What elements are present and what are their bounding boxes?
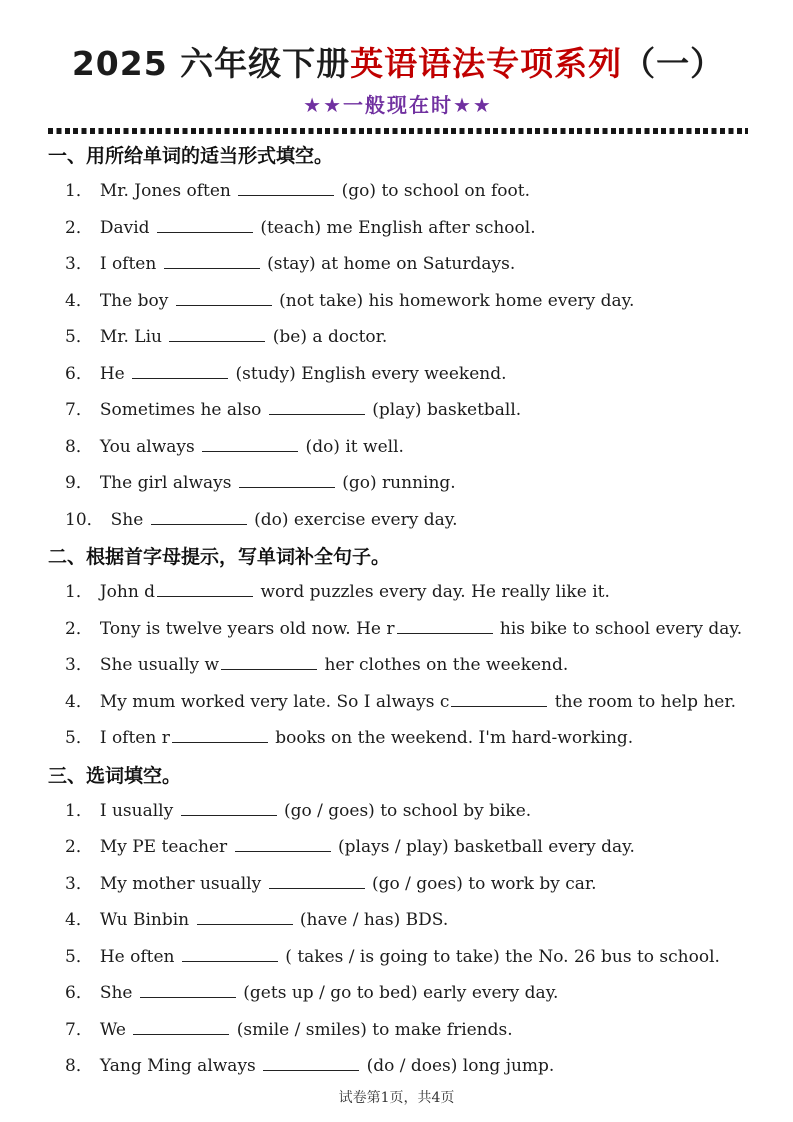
answer-blank (169, 326, 265, 342)
question-item: 2． Tony is twelve years old now. He r his bike to school every day. (65, 618, 743, 639)
item-number: 1． (65, 800, 93, 821)
answer-blank (397, 618, 493, 634)
item-number: 4． (65, 910, 93, 930)
answer-blank (238, 180, 334, 196)
page-title (48, 44, 748, 84)
worksheet-body (48, 144, 748, 1078)
answer-blank (197, 909, 293, 925)
answer-blank (269, 873, 365, 889)
section-heading: 三、选词填空。 (48, 764, 182, 787)
answer-blank (151, 509, 247, 525)
title-highlight: 英语语法专项系列 (350, 44, 623, 83)
answer-blank (269, 399, 365, 415)
section-heading: 二、根据首字母提示，写单词补全句子。 (48, 546, 391, 568)
dotted-divider (48, 128, 748, 134)
answer-blank (239, 472, 335, 488)
answer-blank (132, 363, 228, 379)
section-heading: 一、用所给单词的适当形式填空。 (48, 145, 334, 167)
item-number: 6． (65, 363, 93, 384)
answer-blank (181, 800, 277, 816)
answer-blank (172, 727, 268, 743)
item-number: 4． (65, 290, 93, 311)
answer-blank (182, 946, 278, 962)
item-number: 1． (65, 582, 93, 602)
question-item: 8． Yang Ming always (do / does) long jump. (65, 1056, 555, 1076)
worksheet-subtitle: ★★一般现在时★★ (303, 93, 493, 117)
item-number: 3． (65, 254, 93, 274)
question-item: 6． He (study) English every weekend. (65, 363, 507, 384)
item-number: 6． (65, 983, 93, 1003)
item-number: 2． (65, 217, 93, 238)
answer-blank (176, 290, 272, 306)
question-item: 2． David (teach) me English after school. (65, 217, 536, 238)
item-number: 7． (65, 1019, 93, 1040)
answer-blank (202, 436, 298, 452)
question-item: 3． She usually w her clothes on the weekend. (65, 655, 569, 675)
answer-blank (221, 654, 317, 670)
item-number: 8． (65, 1056, 93, 1076)
question-item: 6． She (gets up / go to bed) early every day. (65, 983, 559, 1003)
item-number: 3． (65, 655, 93, 675)
answer-blank (164, 253, 260, 269)
question-item: 4． Wu Binbin (have / has) BDS. (65, 910, 449, 930)
question-item: 5． He often ( takes / is going to take) the No. 26 bus to school. (65, 946, 720, 967)
question-item: 1． Mr. Jones often (go) to school on foot. (65, 181, 531, 201)
item-number: 5． (65, 946, 93, 967)
item-number: 5． (65, 327, 93, 347)
question-item: 2． My PE teacher (plays / play) basketball every day. (65, 837, 635, 857)
page-footer: 试卷第1页，共4页 (338, 1090, 455, 1106)
question-item: 5． Mr. Liu (be) a doctor. (65, 327, 388, 347)
answer-blank (451, 691, 547, 707)
title-suffix: （一） (622, 44, 725, 83)
answer-blank (157, 581, 253, 597)
item-number: 9． (65, 473, 93, 493)
question-item: 1． I usually (go / goes) to school by bike. (65, 800, 532, 821)
question-item: 10． She (do) exercise every day. (65, 509, 458, 530)
question-item: 3． I often (stay) at home on Saturdays. (65, 254, 516, 274)
question-item: 9． The girl always (go) running. (65, 473, 456, 493)
question-item: 4． My mum worked very late. So I always c the room to help her. (65, 691, 737, 712)
answer-blank (140, 982, 236, 998)
question-item: 4． The boy (not take) his homework home every day. (65, 290, 635, 311)
question-item: 7． Sometimes he also (play) basketball. (65, 400, 522, 420)
answer-blank (235, 836, 331, 852)
question-item: 7． We (smile / smiles) to make friends. (65, 1019, 513, 1040)
item-number: 10． (65, 509, 104, 530)
item-number: 2． (65, 837, 93, 857)
question-item: 5． I often r books on the weekend. I'm hard-working. (65, 728, 634, 748)
answer-blank (263, 1055, 359, 1071)
item-number: 3． (65, 873, 93, 894)
question-item: 3． My mother usually (go / goes) to work by car. (65, 873, 597, 894)
question-item: 8． You always (do) it well. (65, 436, 404, 457)
answer-blank (157, 217, 253, 233)
answer-blank (133, 1019, 229, 1035)
item-number: 7． (65, 400, 93, 420)
item-number: 4． (65, 691, 93, 712)
title-prefix: 2025 六年级下册 (71, 44, 351, 83)
question-item: 1． John d word puzzles every day. He really like it. (65, 582, 610, 602)
item-number: 2． (65, 618, 93, 639)
item-number: 5． (65, 728, 93, 748)
item-number: 8． (65, 436, 93, 457)
item-number: 1． (65, 181, 93, 201)
